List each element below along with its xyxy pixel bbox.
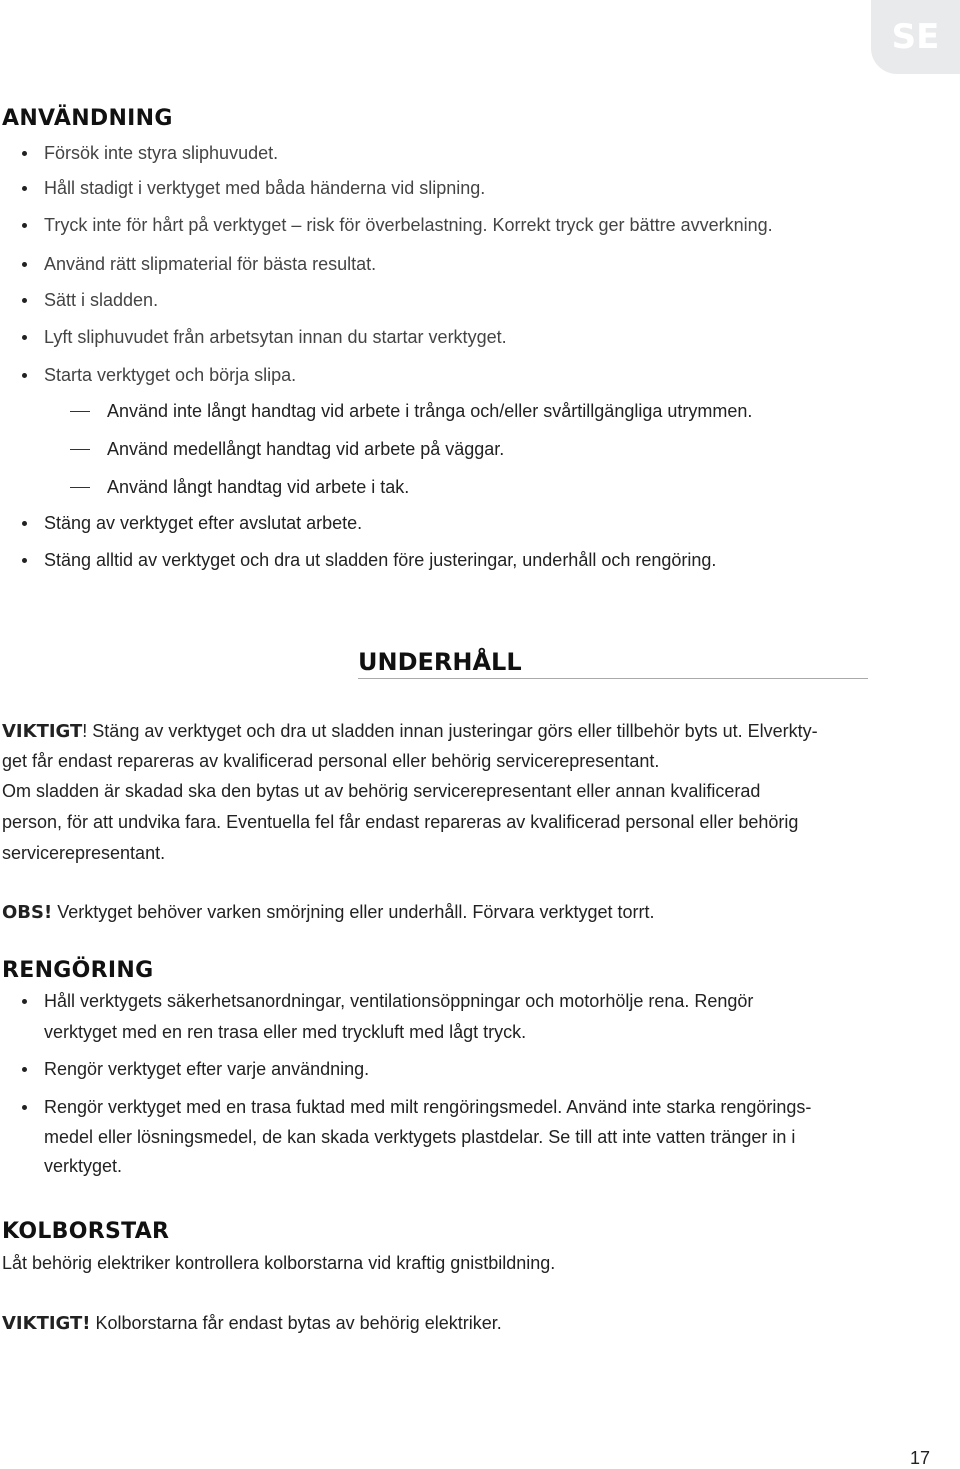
section-heading-rengoring: RENGÖRING	[2, 958, 154, 983]
list-item: Stäng av verktyget efter avslutat arbete.	[44, 513, 363, 533]
kolborstar-text: Låt behörig elektriker kontrollera kolborstarna vid kraftig gnistbildning.	[2, 1253, 556, 1273]
kolborstar-viktigt	[2, 1312, 502, 1335]
list-item: Starta verktyget och börja slipa.	[44, 365, 297, 385]
list-item: Rengör verktyget med en trasa fuktad med milt rengöringsmedel. Använd inte starka rengörings-	[44, 1097, 812, 1117]
heading-rule	[358, 678, 868, 679]
obs-note	[2, 901, 654, 924]
list-item-continuation: verktyget med en ren trasa eller med tryckluft med lågt tryck.	[44, 1022, 527, 1042]
viktigt-label: VIKTIGT	[2, 721, 83, 742]
list-item: Lyft sliphuvudet från arbetsytan innan du startar verktyget.	[44, 327, 507, 347]
underhall-line-3: Om sladden är skadad ska den bytas ut av behörig servicerepresentant eller annan kvalificerad	[2, 781, 761, 801]
list-item: Stäng alltid av verktyget och dra ut sladden före justeringar, underhåll och rengöring.	[44, 550, 717, 570]
underhall-line-5: servicerepresentant.	[2, 843, 166, 863]
sub-list-item: Använd medellångt handtag vid arbete på väggar.	[107, 439, 505, 459]
list-item: Håll stadigt i verktyget med båda händerna vid slipning.	[44, 178, 486, 198]
obs-text: Verktyget behöver varken smörjning eller underhåll. Förvara verktyget torrt.	[52, 902, 655, 922]
underhall-line-1	[2, 720, 818, 743]
underhall-line-4: person, för att undvika fara. Eventuella fel får endast repareras av kvalificerad personal eller behörig	[2, 812, 799, 832]
list-item: Sätt i sladden.	[44, 290, 159, 310]
language-tab: SE	[871, 0, 960, 74]
section-heading-kolborstar: KOLBORSTAR	[2, 1219, 170, 1244]
obs-label: OBS!	[2, 902, 53, 923]
sub-list-item: Använd långt handtag vid arbete i tak.	[107, 477, 410, 497]
section-heading-underhall: UNDERHÅLL	[358, 648, 522, 676]
list-item: Använd rätt slipmaterial för bästa resultat.	[44, 254, 377, 274]
list-item: Tryck inte för hårt på verktyget – risk för överbelastning. Korrekt tryck ger bättre avverkning.	[44, 215, 773, 235]
page-number: 17	[910, 1448, 931, 1468]
list-item: Rengör verktyget efter varje användning.	[44, 1059, 370, 1079]
section-heading-anvandning: ANVÄNDNING	[2, 106, 173, 131]
viktigt-label: VIKTIGT!	[2, 1313, 91, 1334]
viktigt-text: Kolborstarna får endast bytas av behörig elektriker.	[90, 1313, 502, 1333]
list-item: Försök inte styra sliphuvudet.	[44, 143, 279, 163]
list-item-continuation: verktyget.	[44, 1156, 123, 1176]
underhall-text: ! Stäng av verktyget och dra ut sladden innan justeringar görs eller tillbehör byts ut. Elverkty-	[82, 721, 818, 741]
list-item-continuation: medel eller lösningsmedel, de kan skada verktygets plastdelar. Se till att inte vatten tränger in i	[44, 1127, 796, 1147]
sub-list-item: Använd inte långt handtag vid arbete i trånga och/eller svårtillgängliga utrymmen.	[107, 401, 753, 421]
list-item: Håll verktygets säkerhetsanordningar, ventilationsöppningar och motorhölje rena. Rengör	[44, 991, 754, 1011]
underhall-line-2: get får endast repareras av kvalificerad personal eller behörig servicerepresentant.	[2, 751, 660, 771]
